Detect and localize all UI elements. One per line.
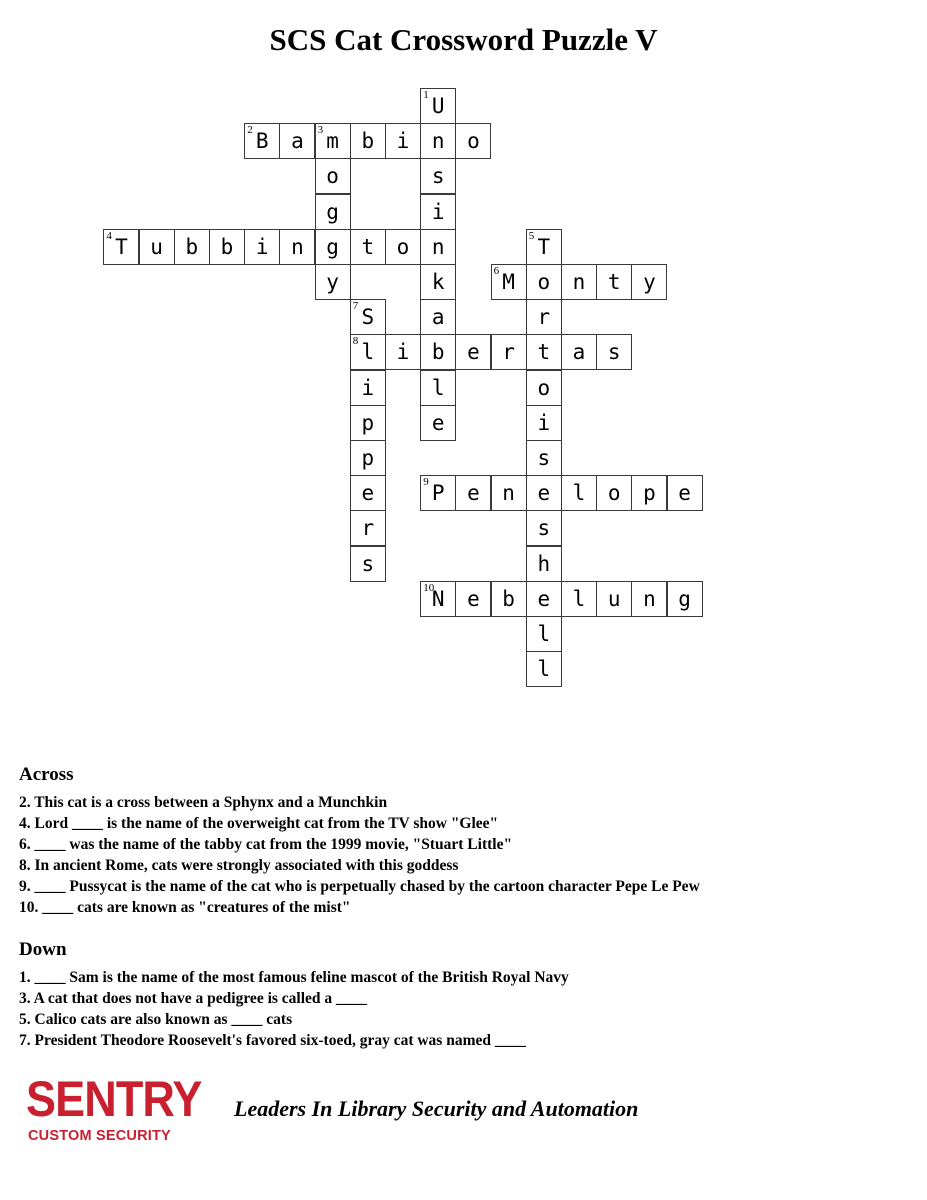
- footer: [26, 1071, 906, 1146]
- cell-letter: y: [326, 270, 339, 294]
- cell-letter: e: [467, 481, 480, 506]
- grid-cell: [526, 616, 562, 652]
- grid-cell: [385, 229, 421, 265]
- grid-cell: [667, 475, 703, 511]
- cell-letter: e: [537, 481, 551, 506]
- grid-cell: [455, 334, 491, 370]
- cell-letter: i: [396, 129, 410, 154]
- grid-cell: [491, 334, 527, 370]
- grid-cell: [350, 229, 386, 265]
- grid-cell: [420, 334, 456, 370]
- grid-cell: [174, 229, 210, 265]
- down-clue: 5. Calico cats are also known as ____ cats: [19, 1011, 293, 1028]
- clue-number: 4: [106, 229, 112, 242]
- cell-letter: p: [643, 481, 656, 506]
- cell-letter: n: [643, 586, 656, 611]
- grid-cell: [350, 299, 386, 335]
- grid-cell: [631, 264, 667, 300]
- cell-letter: n: [431, 234, 445, 259]
- cell-letter: T: [537, 234, 551, 259]
- cell-letter: p: [361, 446, 375, 470]
- cell-letter: P: [431, 481, 445, 506]
- puzzle-title: SCS Cat Crossword Puzzle V: [269, 22, 658, 57]
- grid-cell: [561, 334, 597, 370]
- cell-letter: b: [220, 234, 234, 259]
- cell-letter: e: [467, 586, 480, 611]
- grid-cell: [455, 123, 491, 159]
- grid-cell: [209, 229, 245, 265]
- cell-letter: e: [678, 481, 691, 506]
- grid-cell: [279, 123, 315, 159]
- grid-cell: [526, 299, 562, 335]
- across-clue: 6. ____ was the name of the tabby cat from the 1999 movie, "Stuart Little": [19, 836, 513, 853]
- cell-letter: o: [607, 481, 621, 506]
- cell-letter: t: [607, 270, 621, 294]
- grid-cell: [244, 123, 280, 159]
- grid-cell: [491, 475, 527, 511]
- grid-cell: [385, 334, 421, 370]
- across-clue: 8. In ancient Rome, cats were strongly associated with this goddess: [19, 857, 459, 874]
- grid-cell: [420, 475, 456, 511]
- cell-letter: g: [678, 586, 691, 611]
- sentry-logo: [26, 1071, 226, 1146]
- grid-cell: [244, 229, 280, 265]
- cell-letter: o: [537, 270, 551, 294]
- grid-cell: [667, 581, 703, 617]
- grid-cell: [455, 475, 491, 511]
- cell-letter: r: [361, 516, 375, 541]
- down-clue: 1. ____ Sam is the name of the most famous feline mascot of the British Royal Navy: [19, 969, 569, 986]
- grid-cell: [315, 194, 351, 230]
- across-clue: 4. Lord ____ is the name of the overweight cat from the TV show "Glee": [19, 815, 499, 832]
- cell-letter: S: [361, 305, 375, 330]
- grid-cell: [526, 370, 562, 406]
- grid-cell: [350, 370, 386, 406]
- cell-letter: t: [361, 234, 375, 259]
- grid-cell: [350, 510, 386, 546]
- grid-cell: [420, 123, 456, 159]
- cell-letter: n: [431, 129, 445, 154]
- clue-number: 3: [317, 124, 324, 137]
- grid-cell: [596, 581, 632, 617]
- cell-letter: l: [361, 340, 375, 365]
- grid-cell: [526, 475, 562, 511]
- grid-cell: [420, 264, 456, 300]
- down-clues: [19, 939, 899, 1051]
- cell-letter: l: [537, 622, 551, 646]
- grid-cell: [455, 581, 491, 617]
- cell-letter: i: [396, 340, 410, 365]
- grid-cell: [420, 88, 456, 124]
- grid-cell: [596, 334, 632, 370]
- down-clue: 3. A cat that does not have a pedigree is called a ____: [19, 990, 368, 1007]
- cell-letter: n: [502, 481, 515, 506]
- across-heading: Across: [19, 764, 74, 785]
- cell-letter: g: [326, 199, 339, 224]
- cell-letter: i: [431, 199, 445, 224]
- grid-cell: [526, 405, 562, 441]
- grid-cell: [526, 334, 562, 370]
- grid-cell: [526, 264, 562, 300]
- cell-letter: l: [572, 586, 586, 611]
- across-clue: 9. ____ Pussycat is the name of the cat who is perpetually chased by the cartoon character Pepe Le Pew: [19, 878, 700, 895]
- clue-number: 2: [247, 124, 253, 137]
- down-heading: Down: [19, 939, 67, 960]
- cell-letter: u: [607, 586, 621, 611]
- grid-cell: [561, 475, 597, 511]
- cell-letter: s: [537, 446, 551, 470]
- cell-letter: s: [431, 164, 445, 189]
- cell-letter: b: [431, 340, 445, 365]
- grid-cell: [315, 123, 351, 159]
- cell-letter: e: [467, 340, 480, 365]
- cell-letter: b: [185, 234, 199, 259]
- grid-cell: [526, 581, 562, 617]
- cell-letter: s: [537, 516, 551, 541]
- clue-number: 5: [528, 229, 535, 242]
- cell-letter: a: [291, 129, 304, 154]
- cell-letter: n: [572, 270, 586, 294]
- across-clues: [19, 764, 899, 918]
- cell-letter: o: [467, 129, 480, 154]
- grid-cell: [491, 581, 527, 617]
- cell-letter: r: [537, 305, 551, 330]
- cell-letter: U: [431, 94, 445, 118]
- grid-cell: [420, 299, 456, 335]
- grid-cell: [420, 581, 456, 617]
- grid-cell: [139, 229, 175, 265]
- cell-letter: b: [361, 129, 375, 154]
- grid-cell: [350, 334, 386, 370]
- grid-cell: [526, 440, 562, 476]
- clue-number: 7: [352, 300, 359, 313]
- grid-cell: [631, 581, 667, 617]
- cell-letter: o: [396, 234, 410, 259]
- grid-cell: [350, 475, 386, 511]
- grid-cell: [103, 229, 139, 265]
- tagline: Leaders In Library Security and Automation: [234, 1096, 639, 1121]
- cell-letter: a: [431, 305, 445, 330]
- cell-letter: l: [572, 481, 586, 506]
- grid-cell: [420, 158, 456, 194]
- cell-letter: i: [255, 234, 269, 259]
- grid-cell: [631, 475, 667, 511]
- grid-cell: [491, 264, 527, 300]
- clue-number: 10: [423, 581, 435, 594]
- grid-cell: [350, 546, 386, 582]
- grid-cell: [420, 229, 456, 265]
- grid-cell: [420, 370, 456, 406]
- clue-number: 6: [493, 265, 500, 277]
- across-clue: 2. This cat is a cross between a Sphynx and a Munchkin: [19, 794, 388, 811]
- cell-letter: e: [431, 410, 445, 435]
- across-clue: 10. ____ cats are known as "creatures of the mist": [19, 899, 351, 916]
- cell-letter: N: [431, 586, 445, 611]
- cell-letter: B: [255, 129, 269, 154]
- grid-cell: [385, 123, 421, 159]
- cell-letter: e: [537, 586, 551, 611]
- cell-letter: b: [502, 586, 515, 611]
- grid-cell: [350, 123, 386, 159]
- grid-cell: [561, 264, 597, 300]
- cell-letter: h: [537, 551, 551, 576]
- grid-cell: [526, 510, 562, 546]
- grid-cell: [526, 229, 562, 265]
- grid-cell: [279, 229, 315, 265]
- grid-cell: [315, 229, 351, 265]
- cell-letter: i: [361, 375, 375, 400]
- cell-letter: y: [643, 270, 656, 294]
- grid-cell: [526, 546, 562, 582]
- grid-cell: [420, 405, 456, 441]
- cell-letter: p: [361, 410, 375, 435]
- cell-letter: o: [326, 164, 339, 189]
- cell-letter: t: [537, 340, 551, 365]
- grid-cell: [315, 158, 351, 194]
- clue-number: 9: [423, 476, 429, 489]
- grid-cell: [420, 194, 456, 230]
- cell-letter: n: [291, 234, 304, 259]
- cell-letter: g: [326, 234, 339, 259]
- grid-cell: [596, 264, 632, 300]
- cell-letter: T: [115, 234, 128, 259]
- cell-letter: M: [502, 270, 515, 294]
- cell-letter: l: [431, 375, 445, 400]
- cell-letter: k: [431, 270, 445, 294]
- cell-letter: l: [537, 657, 551, 682]
- cell-letter: i: [537, 410, 551, 435]
- logo-wordmark: SENTRY: [26, 1071, 202, 1127]
- cell-letter: s: [361, 551, 375, 576]
- grid-cell: [561, 581, 597, 617]
- clue-number: 1: [423, 89, 429, 101]
- grid-cell: [596, 475, 632, 511]
- logo-subtitle: CUSTOM SECURITY: [28, 1128, 171, 1144]
- grid-cell: [350, 440, 386, 476]
- cell-letter: a: [572, 340, 586, 365]
- cell-letter: m: [326, 129, 339, 154]
- clue-number: 8: [352, 335, 359, 348]
- cell-letter: r: [502, 340, 515, 365]
- grid-cell: [526, 651, 562, 687]
- cell-letter: s: [607, 340, 621, 365]
- grid-cell: [350, 405, 386, 441]
- down-clue: 7. President Theodore Roosevelt's favored six-toed, gray cat was named ____: [19, 1032, 526, 1049]
- cell-letter: o: [537, 375, 551, 400]
- cell-letter: u: [150, 234, 163, 259]
- cell-letter: e: [361, 481, 375, 506]
- grid-cell: [315, 264, 351, 300]
